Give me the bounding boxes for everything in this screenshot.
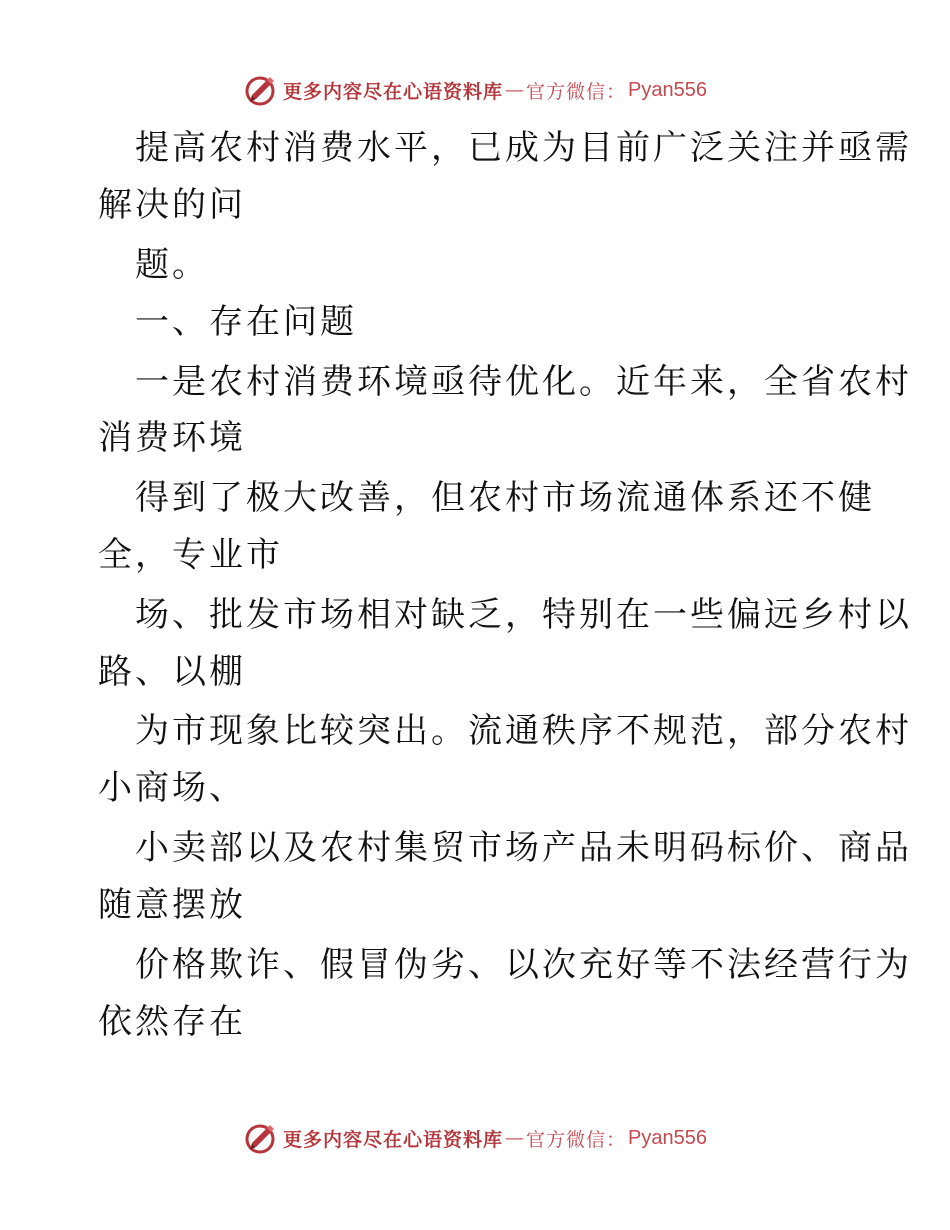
banner-wechat-label: 官方微信： xyxy=(526,1128,627,1151)
text-line: 依然存在 xyxy=(98,1002,246,1042)
banner-separator: — xyxy=(505,1127,525,1149)
banner-wechat-label: 官方微信： xyxy=(526,80,627,103)
text-line: 为市现象比较突出。流通秩序不规范，部分农村 xyxy=(135,711,912,751)
text-line: 消费环境 xyxy=(98,418,246,458)
banner-wechat-id: Pyan556 xyxy=(628,78,707,101)
header-banner xyxy=(0,70,950,110)
text-line: 路、以棚 xyxy=(98,652,246,692)
pen-logo-icon xyxy=(243,1121,277,1155)
banner-site-text: 更多内容尽在心语资料库 xyxy=(283,80,504,103)
banner-site-text: 更多内容尽在心语资料库 xyxy=(283,1128,504,1151)
footer-banner xyxy=(0,1118,950,1158)
pen-logo-icon xyxy=(243,73,277,107)
text-line: 全，专业市 xyxy=(98,535,283,575)
text-line: 场、批发市场相对缺乏，特别在一些偏远乡村以 xyxy=(135,595,912,635)
text-line: 小卖部以及农村集贸市场产品未明码标价、商品 xyxy=(135,828,912,868)
text-line: 随意摆放 xyxy=(98,885,246,925)
section-heading: 一、存在问题 xyxy=(135,302,357,342)
text-line: 小商场、 xyxy=(98,768,246,808)
text-line: 解决的问 xyxy=(98,185,246,225)
banner-separator: — xyxy=(505,79,525,101)
text-line: 一是农村消费环境亟待优化。近年来，全省农村 xyxy=(135,362,912,402)
text-line: 价格欺诈、假冒伪劣、以次充好等不法经营行为 xyxy=(135,945,912,985)
text-line: 得到了极大改善，但农村市场流通体系还不健 xyxy=(135,478,875,518)
text-line: 题。 xyxy=(135,245,209,285)
banner-wechat-id: Pyan556 xyxy=(628,1126,707,1149)
text-line: 提高农村消费水平，已成为目前广泛关注并亟需 xyxy=(135,128,912,168)
